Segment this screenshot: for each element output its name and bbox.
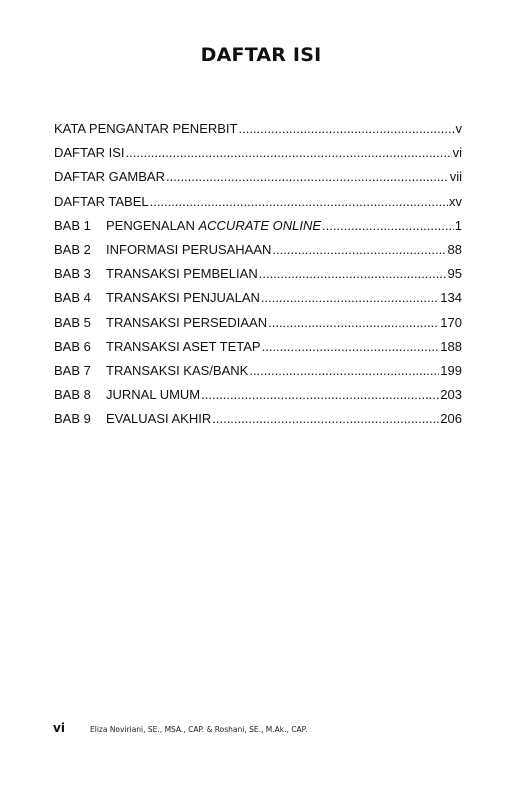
dot-leader xyxy=(272,242,446,257)
toc-entry-label: TRANSAKSI KAS/BANK xyxy=(106,362,249,378)
toc-entry[interactable] xyxy=(54,194,462,218)
page-footer xyxy=(53,721,307,735)
toc-entry[interactable] xyxy=(54,266,462,290)
chapter-number: BAB 6 xyxy=(54,338,91,354)
toc-entry-page: 1 xyxy=(454,217,462,233)
chapter-number: BAB 9 xyxy=(54,411,91,427)
toc-entry-page: 203 xyxy=(440,387,462,403)
chapter-number: BAB 4 xyxy=(54,290,91,306)
dot-leader xyxy=(201,387,439,402)
toc-entry-page: vi xyxy=(452,145,462,161)
toc-entry-label: JURNAL UMUM xyxy=(106,387,201,403)
toc-entry[interactable] xyxy=(54,169,462,193)
toc-entry[interactable] xyxy=(54,145,462,169)
toc-entry-label: DAFTAR GAMBAR xyxy=(54,169,165,185)
toc-entry-label-text: PENGENALAN xyxy=(106,217,199,233)
chapter-number: BAB 5 xyxy=(54,314,91,330)
dot-leader xyxy=(268,315,439,330)
dot-leader xyxy=(261,290,439,305)
toc-entry-label: TRANSAKSI PENJUALAN xyxy=(106,290,260,306)
toc-entry[interactable] xyxy=(54,387,462,411)
toc-entry[interactable] xyxy=(54,339,462,363)
toc-entry-page: 199 xyxy=(440,362,462,378)
toc-entry-page: 134 xyxy=(440,290,462,306)
dot-leader xyxy=(259,266,447,281)
footer-authors: Eliza Noviriani, SE., MSA., CAP. & Roshani, SE., M.Ak., CAP. xyxy=(90,725,308,734)
dot-leader xyxy=(262,339,440,354)
toc-entry[interactable] xyxy=(54,290,462,314)
toc-entry-page: 206 xyxy=(440,411,462,427)
toc-entry-page: v xyxy=(455,121,462,136)
toc-entry-page: 88 xyxy=(447,241,462,257)
toc-entry-label xyxy=(106,218,321,233)
dot-leader xyxy=(166,169,449,184)
toc-entry[interactable] xyxy=(54,363,462,387)
toc-entry[interactable] xyxy=(54,242,462,266)
chapter-number: BAB 2 xyxy=(54,241,91,257)
chapter-number: BAB 1 xyxy=(54,217,91,233)
toc-entry-page: 95 xyxy=(447,266,462,282)
toc-entry[interactable] xyxy=(54,411,462,435)
dot-leader xyxy=(150,194,448,209)
toc-entry-label: DAFTAR TABEL xyxy=(54,193,149,209)
dot-leader xyxy=(322,218,454,233)
toc-entry-label: KATA PENGANTAR PENERBIT xyxy=(54,121,238,136)
chapter-number: BAB 7 xyxy=(54,362,91,378)
dot-leader xyxy=(249,363,439,378)
toc-entry-page: 170 xyxy=(440,314,462,330)
toc-entry-label: INFORMASI PERUSAHAAN xyxy=(106,241,272,257)
toc-entry[interactable] xyxy=(54,218,462,242)
toc-entry-page: vii xyxy=(449,169,462,185)
toc-entry[interactable] xyxy=(54,121,462,145)
toc-entry-page: 188 xyxy=(440,338,462,354)
toc-entry-label: TRANSAKSI PEMBELIAN xyxy=(106,266,258,282)
toc-entry-label: DAFTAR ISI xyxy=(54,145,125,161)
toc-entry-page: xv xyxy=(449,193,462,209)
toc-entry-label: EVALUASI AKHIR xyxy=(106,411,212,427)
dot-leader xyxy=(212,411,439,426)
dot-leader xyxy=(126,145,452,160)
page-title: DAFTAR ISI xyxy=(200,44,322,66)
toc-entry-label: TRANSAKSI PERSEDIAAN xyxy=(106,314,268,330)
footer-page-number: vi xyxy=(53,721,65,735)
toc-entry-label: TRANSAKSI ASET TETAP xyxy=(106,338,261,354)
table-of-contents xyxy=(54,121,462,435)
chapter-number: BAB 8 xyxy=(54,387,91,403)
toc-entry-label-italic: ACCURATE ONLINE xyxy=(198,217,322,233)
dot-leader xyxy=(238,121,454,136)
toc-entry[interactable] xyxy=(54,315,462,339)
chapter-number: BAB 3 xyxy=(54,266,91,282)
